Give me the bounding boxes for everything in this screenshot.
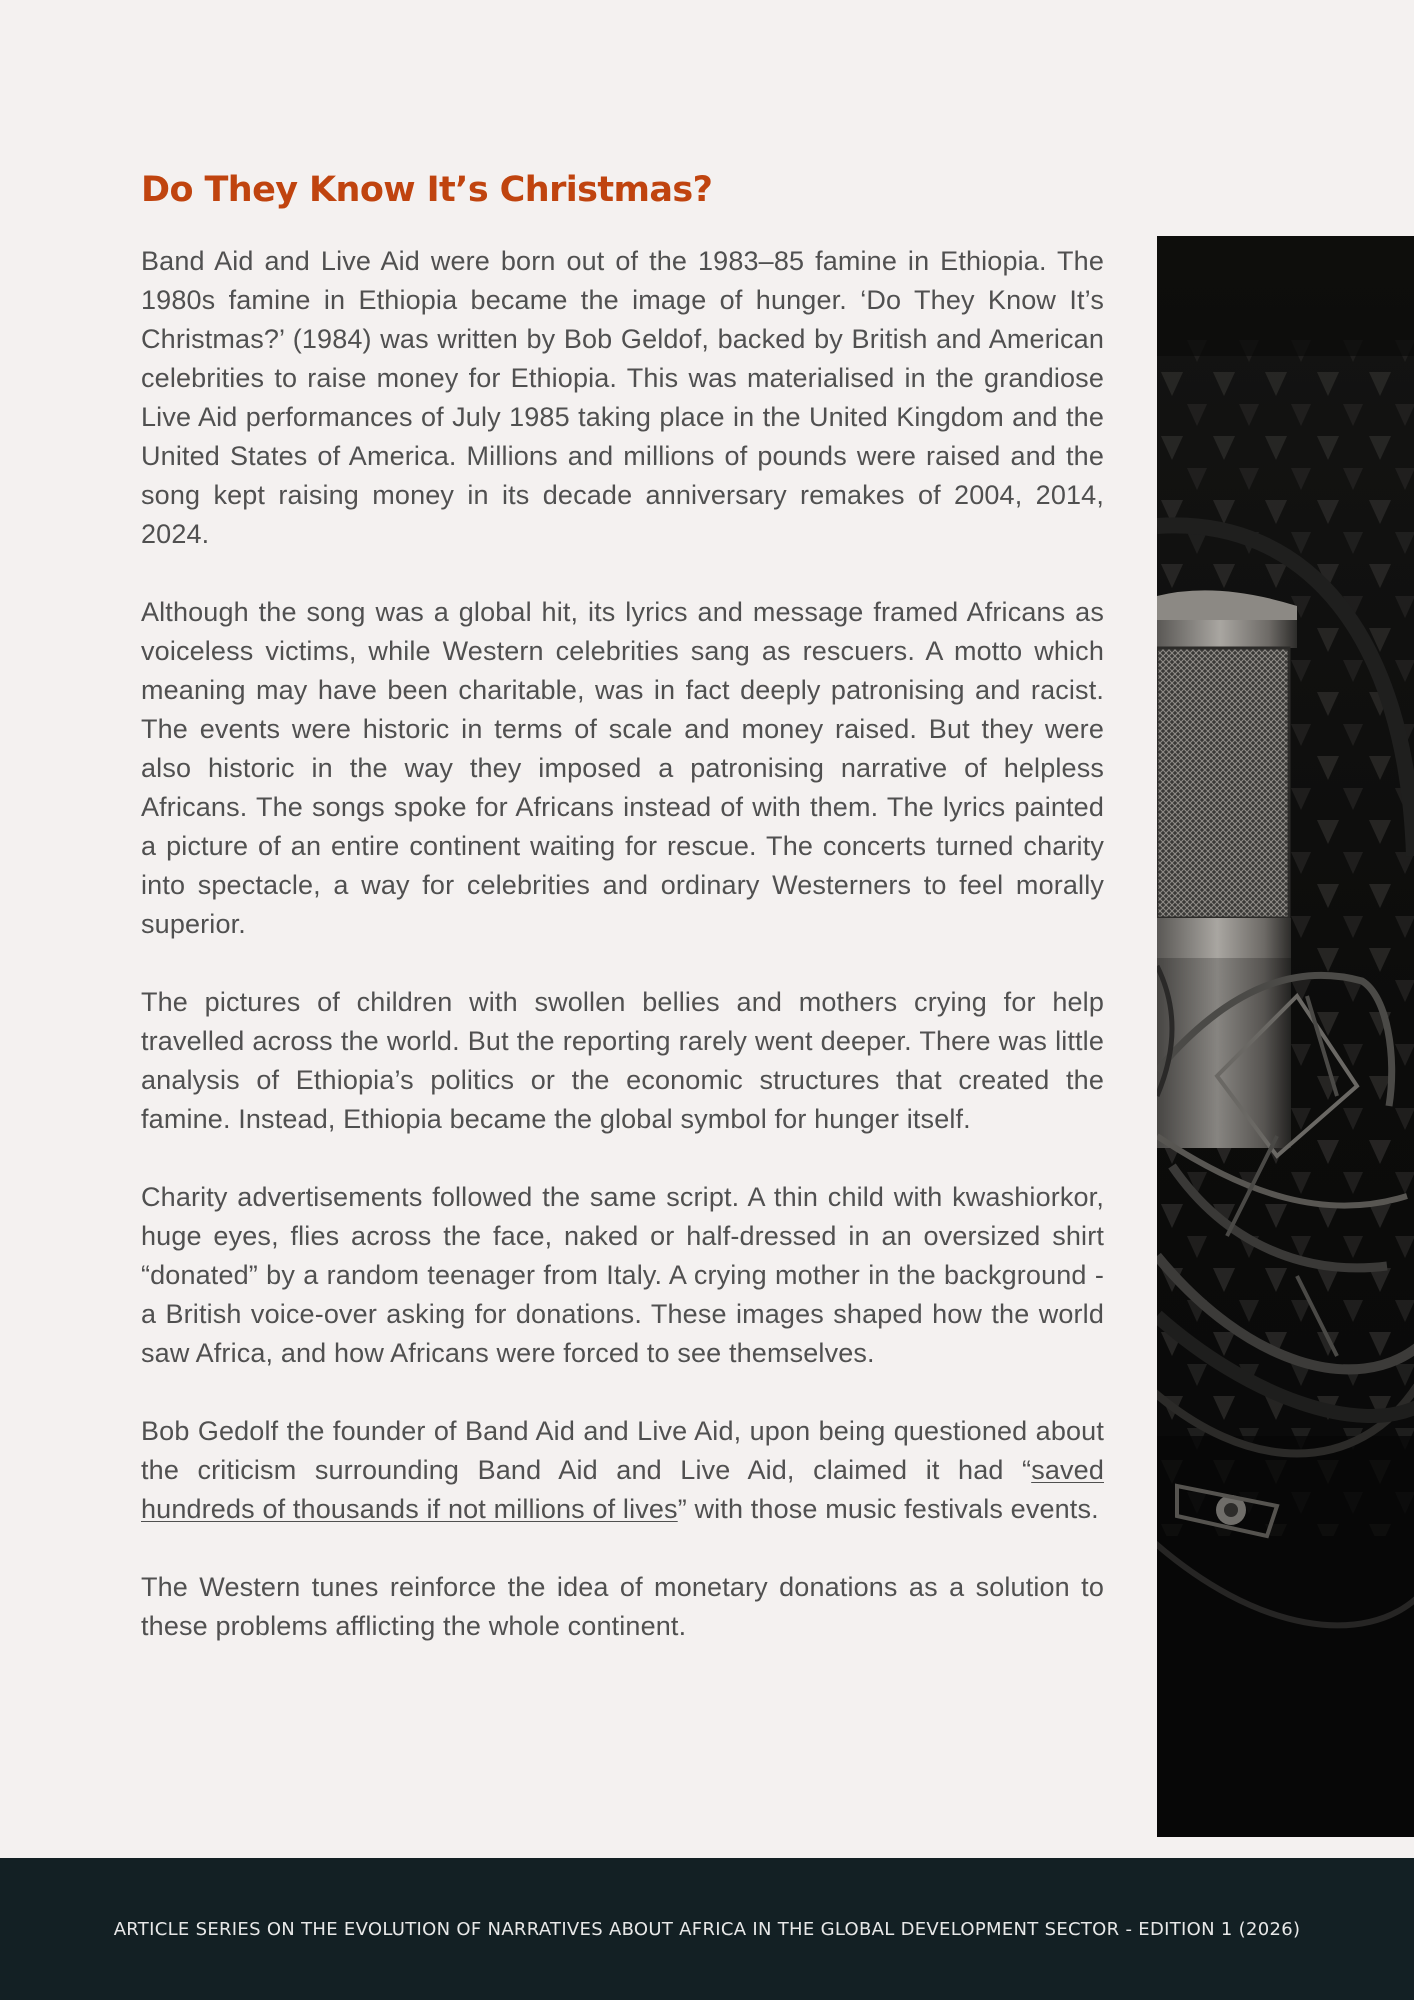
article-body [141,242,1104,1685]
page-title: Do They Know It’s Christmas? [141,170,713,210]
paragraph-5-text-after: ” with those music festivals events. [677,1494,1099,1524]
paragraph-5 [141,1412,1104,1529]
paragraph-1: Band Aid and Live Aid were born out of the 1983–85 famine in Ethiopia. The 1980s famine in Ethiopia became the image of hunger. ‘Do They Know It’s Christmas?’ (1984) was written by Bob Geldof, backed by British and American celebrities to raise money for Ethiopia. This was materialised in the grandiose Live Aid performances of July 1985 taking place in the United Kingdom and the United States of America. Millions and millions of pounds were raised and the song kept raising money in its decade anniversary remakes of 2004, 2014, 2024. [141,246,1104,549]
footer [0,1858,1414,2000]
paragraph-2: Although the song was a global hit, its lyrics and message framed Africans as voiceless victims, while Western celebrities sang as rescuers. A motto which meaning may have been charitable, was in fact deeply patronising and racist. The events were historic in terms of scale and money raised. But they were also historic in the way they imposed a patronising narrative of helpless Africans. The songs spoke for Africans instead of with them. The lyrics painted a picture of an entire continent waiting for rescue. The concerts turned charity into spectacle, a way for celebrities and ordinary Westerners to feel morally superior. [141,597,1104,939]
paragraph-5-text-before: Bob Gedolf the founder of Band Aid and Live Aid, upon being questioned about the criticism surrounding Band Aid and Live Aid, claimed it had “ [141,1416,1104,1485]
footer-text: ARTICLE SERIES ON THE EVOLUTION OF NARRATIVES ABOUT AFRICA IN THE GLOBAL DEVELOPMENT SECTOR - EDITION 1 (2026) [113,1918,1301,1940]
paragraph-3: The pictures of children with swollen bellies and mothers crying for help travelled across the world. But the reporting rarely went deeper. There was little analysis of Ethiopia’s politics or the economic structures that created the famine. Instead, Ethiopia became the global symbol for hunger itself. [141,987,1104,1134]
paragraph-6: The Western tunes reinforce the idea of monetary donations as a solution to these problems afflicting the whole continent. [141,1572,1104,1641]
paragraph-4: Charity advertisements followed the same script. A thin child with kwashiorkor, huge eyes, flies across the face, naked or half-dressed in an oversized shirt “donated” by a random teenager from Italy. A crying mother in the background - a British voice-over asking for donations. These images shaped how the world saw Africa, and how Africans were forced to see themselves. [141,1182,1104,1368]
microphone-photo [1157,236,1414,1837]
quote-link[interactable]: saved hundreds of thousands if not millions of lives [141,1455,1104,1524]
